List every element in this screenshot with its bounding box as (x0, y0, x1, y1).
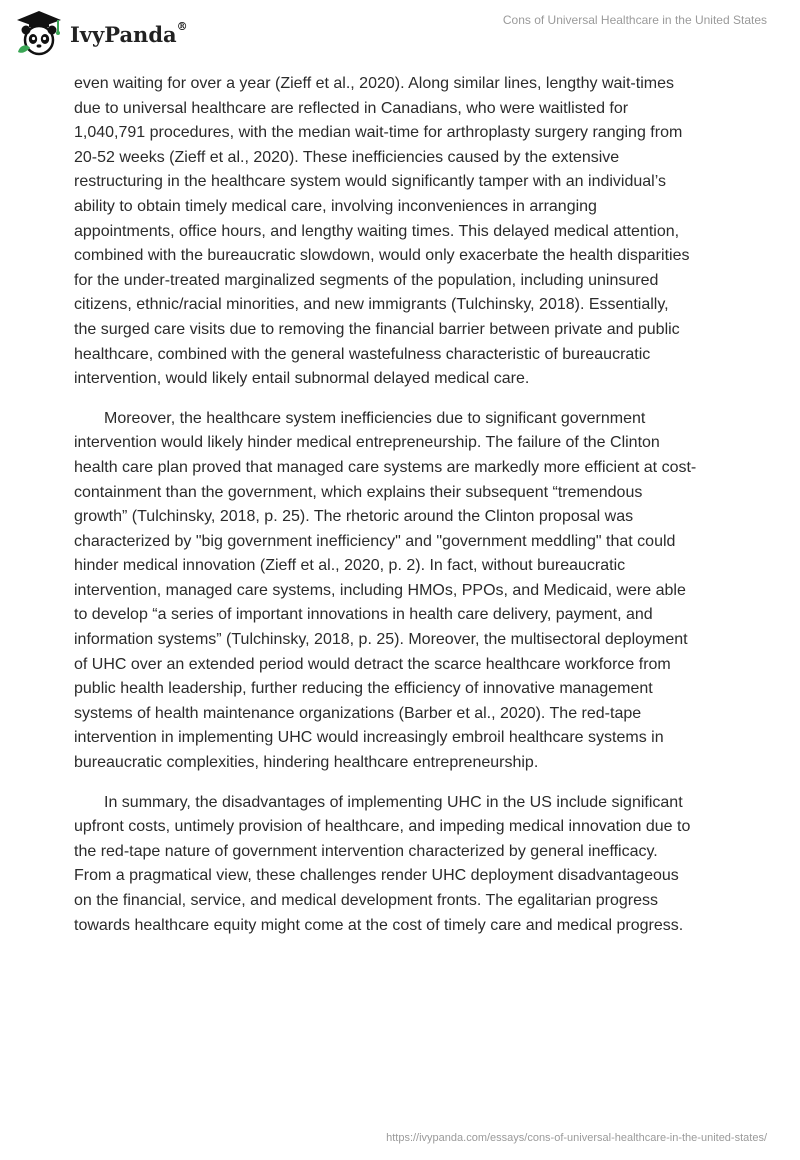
text-line: upfront costs, untimely provision of healthcare, and impeding medical innovation due to (74, 818, 691, 836)
text-line: combined with the bureaucratic slowdown, would only exacerbate the health disparities (74, 247, 690, 265)
text-line: systems of health maintenance organizations (Barber et al., 2020). The red-tape (74, 704, 642, 722)
text-line: restructuring in the healthcare system would significantly tamper with an individual’s (74, 173, 666, 191)
paragraph-2 (74, 407, 726, 776)
text-line: growth” (Tulchinsky, 2018, p. 25). The rhetoric around the Clinton proposal was (74, 508, 634, 526)
text-line: hinder medical innovation (Zieff et al., 2020, p. 2). In fact, without bureaucratic (74, 557, 626, 575)
paragraph-3 (74, 791, 726, 939)
registered-mark: ® (176, 19, 188, 33)
text-line: the red-tape nature of government intervention characterized by general inefficacy. (74, 842, 658, 860)
text-line: intervention, would likely entail subnormal delayed medical care. (74, 370, 530, 388)
paragraph-1 (74, 72, 726, 392)
text-line: for the under-treated marginalized segments of the population, including uninsured (74, 271, 659, 289)
text-line: of UHC over an extended period would detract the scarce healthcare workforce from (74, 655, 671, 673)
page-header (0, 0, 800, 60)
text-line: intervention in implementing UHC would increasingly embroil healthcare systems in (74, 729, 664, 747)
text-line: intervention would likely hinder medical entrepreneurship. The failure of the Clinton (74, 434, 660, 452)
text-line: information systems” (Tulchinsky, 2018, p. 25). Moreover, the multisectoral deployment (74, 631, 688, 649)
text-line: even waiting for over a year (Zieff et al., 2020). Along similar lines, lengthy wait-times (74, 75, 674, 92)
text-line: 20-52 weeks (Zieff et al., 2020). These inefficiencies caused by the extensive (74, 148, 620, 166)
text-line: bureaucratic complexities, hindering healthcare entrepreneurship. (74, 754, 539, 772)
text-line: 1,040,791 procedures, with the median wait-time for arthroplasty surgery ranging from (74, 124, 683, 142)
text-line: the surged care visits due to removing the financial barrier between private and public (74, 320, 680, 338)
essay-body (74, 72, 726, 953)
text-line: public health leadership, further reducing the efficiency of innovative management (74, 680, 653, 698)
text-line: ability to obtain timely medical care, involving inconveniences in arranging (74, 197, 597, 215)
text-line: citizens, ethnic/racial minorities, and new immigrants (Tulchinsky, 2018). Essentially, (74, 296, 669, 314)
panda-graduate-icon (14, 8, 64, 58)
source-url-link[interactable]: https://ivypanda.com/essays/cons-of-universal-healthcare-in-the-united-states/ (386, 1132, 767, 1144)
text-line: to develop “a series of important innovations in health care delivery, payment, and (74, 606, 653, 624)
text-line: intervention, managed care systems, including HMOs, PPOs, and Medicaid, were able (74, 581, 686, 599)
text-line: From a pragmatical view, these challenges render UHC deployment disadvantageous (74, 867, 679, 885)
document-title: Cons of Universal Healthcare in the United States (502, 13, 767, 27)
text-line: appointments, office hours, and lengthy waiting times. This delayed medical attention, (74, 222, 680, 240)
text-line: health care plan proved that managed care systems are markedly more efficient at cost- (74, 458, 697, 476)
text-line: towards healthcare equity might come at the cost of timely care and medical progress. (74, 916, 684, 934)
text-line: healthcare, combined with the general wastefulness characteristic of bureaucratic (74, 345, 651, 363)
logo-text: IvyPanda® (70, 19, 188, 47)
ivypanda-logo[interactable] (14, 8, 188, 58)
text-line: on the financial, service, and medical development fronts. The egalitarian progress (74, 892, 659, 909)
text-line: containment than the government, which explains their subsequent “tremendous (74, 483, 643, 501)
text-line: In summary, the disadvantages of implementing UHC in the US include significant (104, 793, 683, 811)
text-line: Moreover, the healthcare system inefficiencies due to significant government (104, 409, 646, 427)
text-line: characterized by "big government inefficiency" and "government meddling" that could (74, 532, 676, 550)
text-line: due to universal healthcare are reflected in Canadians, who were waitlisted for (74, 99, 629, 117)
